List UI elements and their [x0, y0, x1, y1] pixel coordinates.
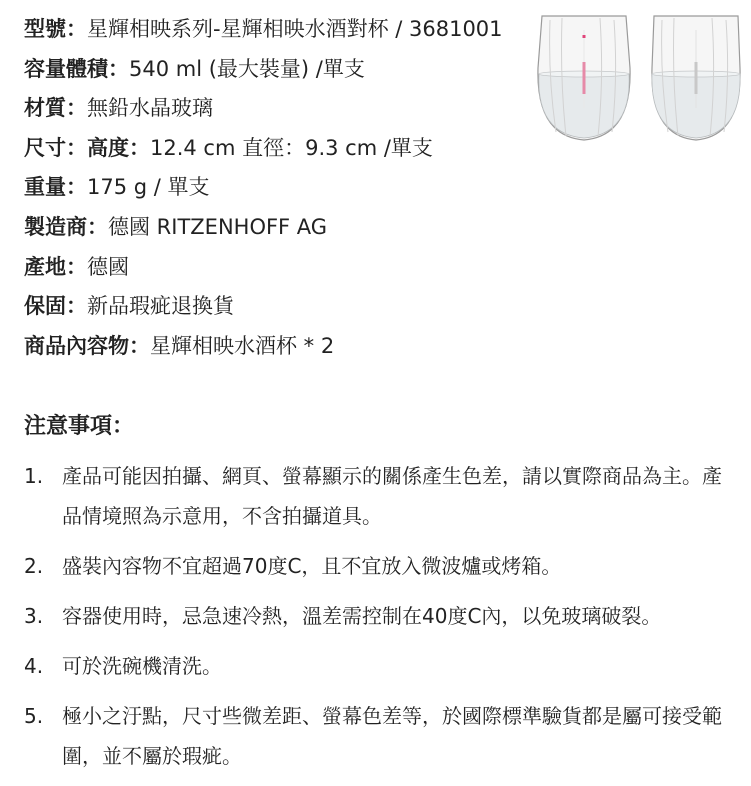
note-text: 極小之汙點，尺寸些微差距、螢幕色差等，於國際標準驗貨都是屬可接受範圍，並不屬於瑕疵。 — [62, 704, 722, 768]
note-item — [24, 546, 734, 586]
note-number: 4. — [24, 654, 44, 678]
spec-label: 產地： — [24, 254, 87, 279]
spec-model — [24, 14, 503, 54]
note-text: 盛裝內容物不宜超過70度C，且不宜放入微波爐或烤箱。 — [62, 554, 562, 578]
note-number: 3. — [24, 604, 44, 628]
spec-origin — [24, 252, 503, 292]
note-number: 5. — [24, 704, 44, 728]
spec-weight — [24, 172, 503, 212]
note-number: 2. — [24, 554, 44, 578]
spec-warranty — [24, 291, 503, 331]
spec-label: 容量體積： — [24, 56, 129, 81]
spec-label: 商品內容物： — [24, 333, 150, 358]
wine-glass-left — [538, 16, 630, 140]
note-number: 1. — [24, 464, 44, 488]
spec-label: 尺寸：高度： — [24, 135, 150, 160]
note-text: 產品可能因拍攝、網頁、螢幕顯示的關係產生色差，請以實際商品為主。產品情境照為示意用，不含拍攝道具。 — [62, 464, 722, 528]
spec-size — [24, 133, 503, 173]
spec-contents — [24, 331, 503, 371]
notes-list — [24, 456, 734, 786]
spec-label: 型號： — [24, 17, 87, 41]
spec-label: 保固： — [24, 294, 87, 319]
spec-value: 星輝相映水酒杯 * 2 — [150, 333, 335, 358]
note-text: 可於洗碗機清洗。 — [62, 654, 222, 678]
spec-value: 德國 RITZENHOFF AG — [108, 214, 328, 239]
note-item — [24, 646, 734, 686]
note-text: 容器使用時，忌急速冷熱，溫差需控制在40度C內，以免玻璃破裂。 — [62, 604, 662, 628]
spec-capacity — [24, 54, 503, 94]
note-item — [24, 696, 734, 776]
spec-value: 540 ml (最大裝量) /單支 — [129, 56, 365, 81]
spec-label: 製造商： — [24, 214, 108, 239]
wine-glass-right — [652, 16, 740, 140]
spec-manufacturer — [24, 212, 503, 252]
notes-title: 注意事項： — [24, 414, 135, 439]
spec-value: 175 g / 單支 — [87, 175, 210, 200]
spec-label: 材質： — [24, 96, 87, 121]
spec-value: 新品瑕疵退換貨 — [87, 294, 234, 319]
spec-value: 無鉛水晶玻璃 — [87, 96, 213, 121]
spec-value: 星輝相映系列-星輝相映水酒對杯 / 3681001 — [87, 17, 503, 41]
note-item — [24, 596, 734, 636]
spec-value: 德國 — [87, 254, 129, 279]
product-glasses-image — [536, 8, 742, 148]
spec-label: 重量： — [24, 175, 87, 200]
spec-list — [24, 14, 503, 370]
spec-material — [24, 93, 503, 133]
note-item — [24, 456, 734, 536]
spec-value: 12.4 cm 直徑：9.3 cm /單支 — [150, 135, 433, 160]
